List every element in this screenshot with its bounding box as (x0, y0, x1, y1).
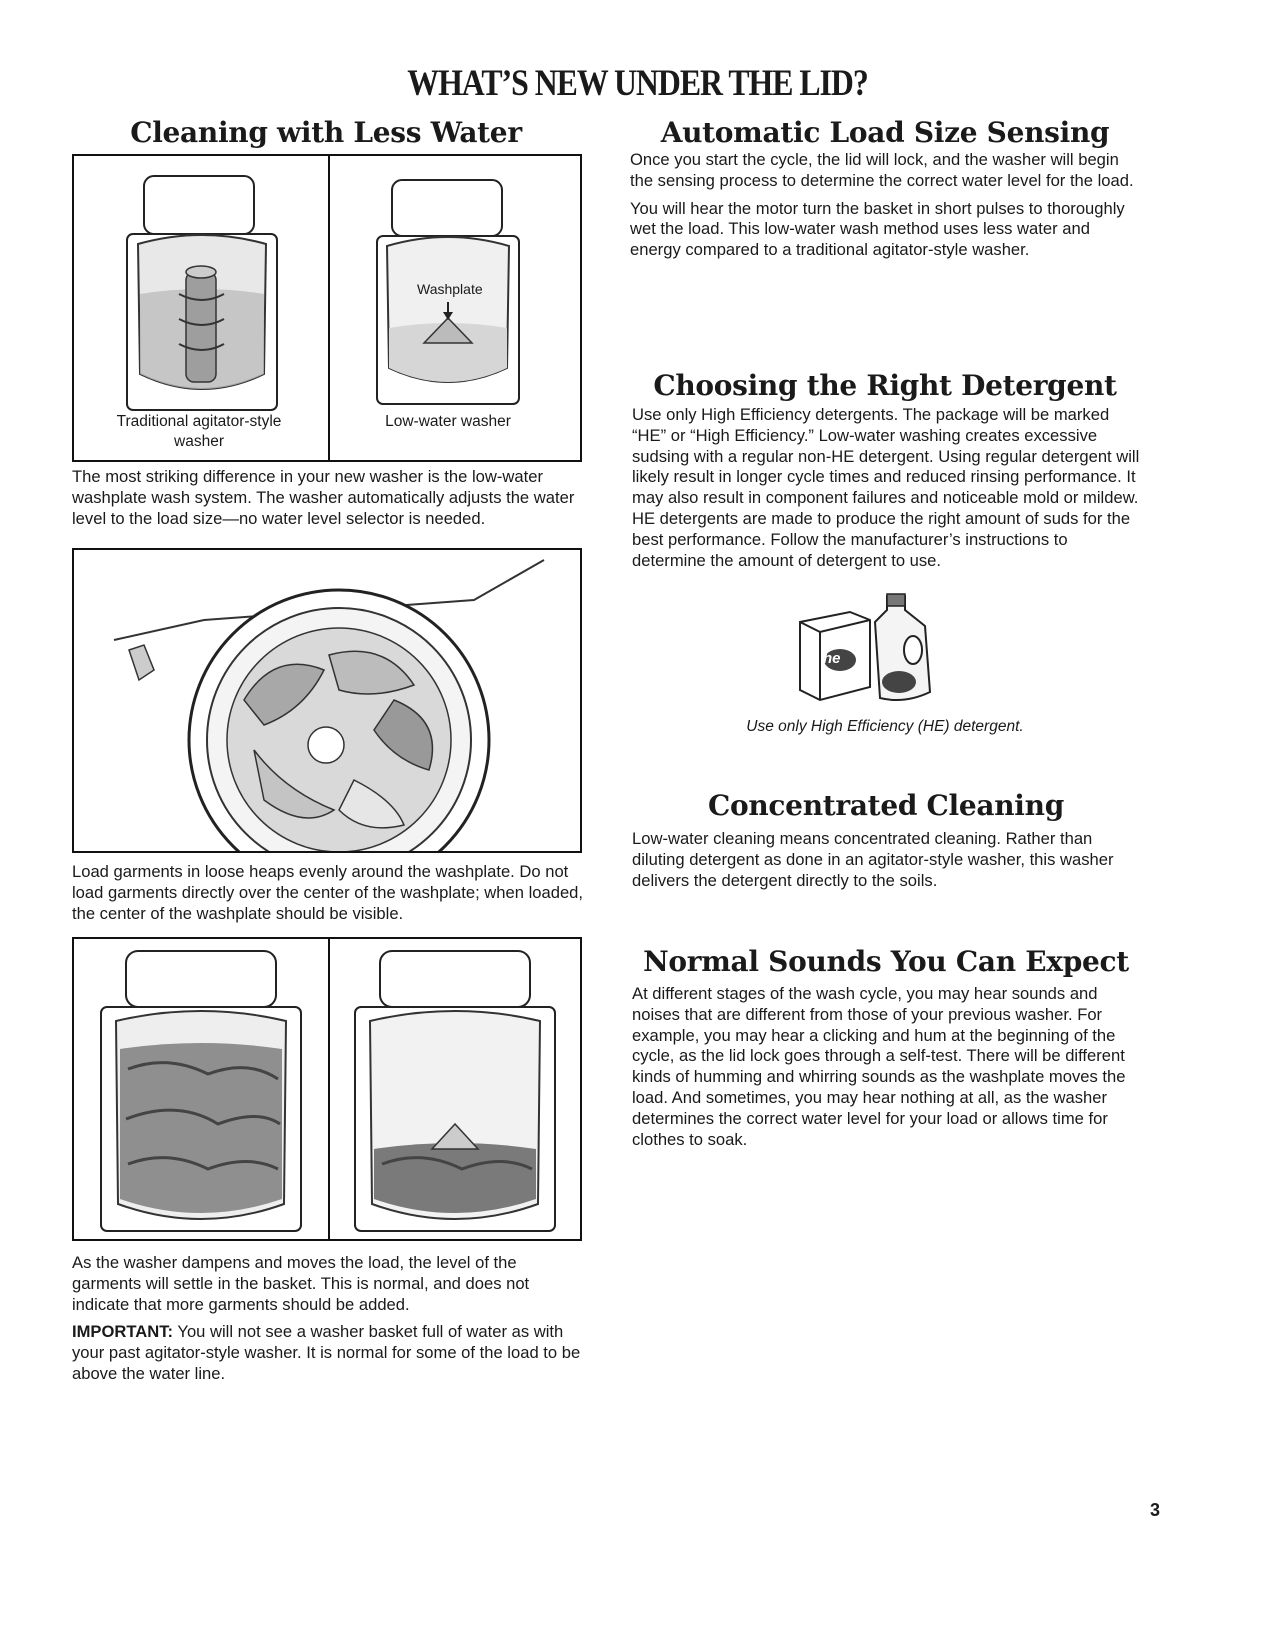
figure-load-settling (72, 937, 582, 1241)
page-title: WHAT’S NEW UNDER THE LID? (407, 63, 868, 104)
caption-traditional-washer: Traditional agitator-style washer (116, 413, 282, 450)
para-important (72, 1322, 587, 1384)
heading-right-detergent: Choosing the Right Detergent (653, 369, 1117, 402)
he-detergent-illustration (795, 592, 945, 707)
heading-cleaning-less-water: Cleaning with Less Water (130, 116, 522, 149)
important-label: IMPORTANT: (72, 1322, 174, 1342)
concentrated-para-1: Low-water cleaning means concentrated cleaning. Rather than diluting detergent as done in an agitator-style washer, this washer delivers the detergent directly to the soils. (632, 829, 1114, 890)
important-text: You will not see a washer basket full of water as with your past agitator-style washer. It is normal for some of the load to be above the water line. (72, 1322, 581, 1383)
sounds-para-1: At different stages of the wash cycle, you may hear sounds and noises that are different from those of your previous washer. For example, you may hear a clicking and hum at the beginning of the cycle, as the lid lock goes through a self-test. There will be different kinds of humming and whirring sounds as the washplate moves the load. And sometimes, you may hear nothing at all, as the washer determines the correct water level for your load or allows time for clothes to soak. (632, 984, 1126, 1149)
para-load-settles: As the washer dampens and moves the load, the level of the garments will settle in the basket. This is normal, and does not indicate that more garments should be added. (72, 1253, 530, 1314)
section-concentrated-cleaning (632, 829, 1144, 898)
washer-full-load-illustration (98, 949, 308, 1234)
heading-load-size-sensing: Automatic Load Size Sensing (660, 116, 1110, 149)
para-washplate: The most striking difference in your new washer is the low-water washplate wash system. The washer automatically adjusts the water level to the load size—no water level selector is needed. (72, 467, 575, 528)
figure-washer-comparison (72, 154, 582, 462)
sensing-para-1: Once you start the cycle, the lid will lock, and the washer will begin the sensing process to determine the correct water level for the load. (630, 150, 1134, 190)
agitator-washer-illustration (124, 174, 284, 414)
heading-concentrated-cleaning: Concentrated Cleaning (708, 789, 1064, 822)
heading-normal-sounds: Normal Sounds You Can Expect (643, 945, 1129, 978)
caption-he-detergent: Use only High Efficiency (HE) detergent. (746, 718, 1024, 735)
para-load-garments: Load garments in loose heaps evenly around the washplate. Do not load garments directly over the center of the washplate; when loaded, the center of the washplate should be visible. (72, 862, 584, 923)
figure-loaded-washer (72, 548, 582, 853)
section-normal-sounds (632, 984, 1144, 1157)
section-load-size-sensing (630, 150, 1140, 268)
caption-low-water-washer: Low-water washer (385, 413, 511, 430)
he-logo-box: he (823, 650, 841, 667)
washplate-label: Washplate (417, 281, 483, 297)
page-number: 3 (1149, 1500, 1160, 1520)
detergent-para-1: Use only High Efficiency detergents. The package will be marked “HE” or “High Efficiency.” Low-water washing creates excessive sudsing with a regular non-HE detergent. Using regular detergent will likely result in longer cycle times and reduced rinsing performance. It may also result in component failures and noticeable mold or mildew. HE detergents are made to produce the right amount of suds for the best performance. Follow the manufacturer’s instructions to determine the amount of detergent to use. (632, 405, 1140, 570)
section-right-detergent (632, 405, 1144, 578)
paragraph-load-settles (72, 1253, 587, 1392)
washer-settled-load-illustration (352, 949, 562, 1234)
sensing-para-2: You will hear the motor turn the basket in short pulses to thoroughly wet the load. This low-water wash method uses less water and energy compared to a traditional agitator-style washer. (630, 198, 1125, 260)
paragraph-washplate-system (72, 467, 587, 536)
loaded-washer-illustration (74, 550, 580, 851)
paragraph-load-garments (72, 862, 587, 931)
